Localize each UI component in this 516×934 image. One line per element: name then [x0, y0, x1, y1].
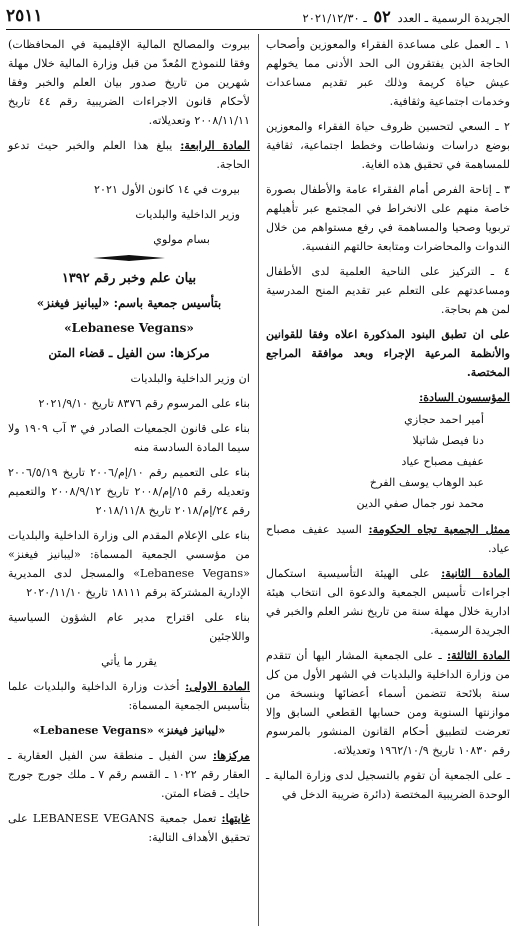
notice-latin-name: «Lebanese Vegans»	[64, 321, 194, 335]
article-3	[266, 646, 510, 760]
founder-name: عبد الوهاب يوسف الفرخ	[369, 476, 484, 489]
column-divider	[258, 34, 259, 926]
article-1	[8, 677, 250, 715]
goal-label: غايتها:	[221, 811, 250, 825]
left-column	[8, 35, 250, 853]
goal-item-3: ٣ ـ إتاحة الفرص أمام الفقراء عامة والأطفال بصورة خاصة منهم على الانخراط في المجتمع عبر تأهيلهم تربويا وصحيا والمساهمة في رفع مستواهم من خلال الندوات والمحاضرات ومتابعة حالتهم النفسية.	[266, 183, 510, 253]
issue-date: ـ ٢٠٢١/١٢/٣٠	[302, 10, 367, 25]
founder-name: محمد نور جمال صفي الدين	[356, 497, 484, 510]
article-2	[266, 564, 510, 640]
right-column	[266, 35, 510, 810]
article-4-label: المادة الرابعة:	[180, 138, 251, 152]
tax-registration-continued: بيروت والمصالح المالية الإقليمية في المحافظات) وفقا للنموذج المُعدّ من قبل وزارة المالية خلال مهلة شهرين من تاريخ صدور بيان العلم والخبر وفقا لأحكام قانون الاجراءات الضريبية رقم ٤٤ تاريخ ٢٠٠٨/١١/١١ وتعديلاته.	[8, 38, 250, 127]
header-rule	[6, 29, 510, 30]
law-basis: بناء على قانون الجمعيات الصادر في ٣ آب ١٩٠٩ ولا سيما المادة السادسة منه	[8, 422, 250, 454]
decree-basis: بناء على المرسوم رقم ٨٣٧٦ تاريخ ٢٠٢١/٩/١٠	[38, 397, 250, 410]
goal-item-1: ١ ـ العمل على مساعدة الفقراء والمعوزين وأصحاب الحاجة الذين يفتقرون الى الحد الأدنى مما يخولهم عيش حياة كريمة وذلك عبر تقديم مساعدات وخدمات اجتماعية وثقافية.	[266, 38, 510, 108]
section-divider-ornament	[93, 255, 165, 261]
article-1-text: أخذت وزارة الداخلية والبلديات علما بتأسيس الجمعية المسماة:	[8, 680, 250, 712]
proposal-basis: بناء على اقتراح مدير عام الشؤون السياسية واللاجئين	[8, 611, 250, 643]
notice-seat: مركزها: سن الفيل ـ قضاء المتن	[48, 346, 210, 360]
decides-heading: يقرر ما يأتي	[101, 655, 157, 668]
article-2-text: على الهيئة التأسيسية استكمال اجراءات تأسيس الجمعية والدعوة الى انتخاب هيئة ادارية خلال مهلة سنة من تاريخ نشر العلم والخبر في الجريدة الرسمية.	[266, 567, 510, 637]
article-1-label: المادة الاولى:	[185, 679, 250, 693]
issue-number: ٥٢	[373, 6, 391, 26]
seat-label: مركزها:	[212, 748, 250, 762]
association-seat	[8, 746, 250, 803]
notice-title: بيان علم وخبر رقم ١٣٩٢	[61, 271, 197, 286]
place-date: بيروت في ١٤ كانون الأول ٢٠٢١	[93, 183, 240, 196]
government-representative	[266, 520, 510, 558]
page-header	[6, 4, 510, 28]
minister-line: ان وزير الداخلية والبلديات	[130, 372, 250, 385]
founders-list	[266, 409, 510, 514]
notice-subject: بتأسيس جمعية باسم: «ليبانيز فيغنز»	[36, 296, 222, 310]
article-3-text: ـ على الجمعية المشار اليها أن تتقدم من وزارة الداخلية والبلديات في الشهر الأول من كل سنة بلائحة تتضمن أسماء أعضائها وبنسخة من موازنتها السنوية ومن حسابها القطعي السابق وإلا تعرضت لتطبيق أحكام القانون المنشور بالمرسوم رقم ١٠٨٣٠ تاريخ ١٩٦٢/١٠/٩ وتعديلاته.	[266, 649, 510, 757]
article-4-text: يبلغ هذا العلم والخبر حيث تدعو الحاجة.	[8, 139, 250, 171]
article-3-label: المادة الثالثة:	[446, 648, 510, 662]
founder-name: دنا فيصل شاتيلا	[412, 434, 484, 447]
minister-title: وزير الداخلية والبلديات	[135, 208, 240, 221]
goal-text: تعمل جمعية LEBANESE VEGANS على تحقيق الأهداف التالية:	[8, 812, 250, 844]
article-4	[8, 136, 250, 174]
representative-value: السيد عفيف مصباح عياد.	[266, 523, 510, 555]
founder-name: أمير احمد حجازي	[404, 413, 484, 426]
goal-item-2: ٢ ـ السعي لتحسين ظروف حياة الفقراء والمعوزين بوضع دراسات ونشاطات وخطط اجتماعية، ثقافية للمساهمة في تحقيق هذه الغاية.	[266, 120, 510, 171]
page-number: ٢٥١١	[6, 6, 43, 26]
article-3-tax: ـ على الجمعية أن تقوم بالتسجيل لدى وزارة المالية ـ الوحدة الضريبية المختصة (دائرة ضريبة الدخل في	[266, 769, 510, 801]
article-2-label: المادة الثانية:	[441, 566, 510, 580]
founder-name: عفيف مصباح عياد	[401, 455, 484, 468]
founders-title: المؤسسون السادة:	[419, 390, 510, 404]
representative-label: ممثل الجمعية تجاه الحكومة:	[368, 522, 510, 536]
association-goal	[8, 809, 250, 847]
gazette-title	[303, 7, 510, 26]
compliance-clause: على ان تطبق البنود المذكورة اعلاه وفقا للقوانين والأنظمة المرعية الإجراء وبعد موافقة المراجع المختصة.	[266, 327, 510, 379]
goal-item-4: ٤ ـ التركيز على الناحية العلمية لدى الأطفال ومساعدتهم على التعلم عبر تقديم المنح المدرسية لمن هم بحاجة.	[266, 265, 510, 316]
gazette-name: الجريدة الرسمية ـ العدد	[397, 10, 510, 25]
seat-text: سن الفيل ـ منطقة سن الفيل العقارية ـ العقار رقم ١٠٢٢ ـ القسم رقم ٧ ـ ملك جورج جورج حايك ـ قضاء المتن.	[8, 749, 250, 800]
circular-basis: بناء على التعميم رقم ١٠/إم/٢٠٠٦ تاريخ ٢٠٠٦/٥/١٩ وتعديله رقم ١٥/إم/٢٠٠٨ تاريخ ٢٠٠٨/٩/١٢ والتعميم رقم ٢٤/إم/٢٠١٨ تاريخ ٢٠١٨/١١/٨	[8, 466, 251, 517]
association-name: «ليبانيز فيغنز» «Lebanese Vegans»	[32, 723, 226, 737]
notification-basis: بناء على الإعلام المقدم الى وزارة الداخلية والبلديات من مؤسسي الجمعية المسماة: «ليبانيز فيغنز» «Lebanese Vegans» والمسجل لدى المديرية الإدارية المشتركة برقم ١٨١١١ تاريخ ٢٠٢٠/١١/١٠	[8, 529, 250, 599]
minister-name: بسام مولوي	[153, 233, 210, 246]
